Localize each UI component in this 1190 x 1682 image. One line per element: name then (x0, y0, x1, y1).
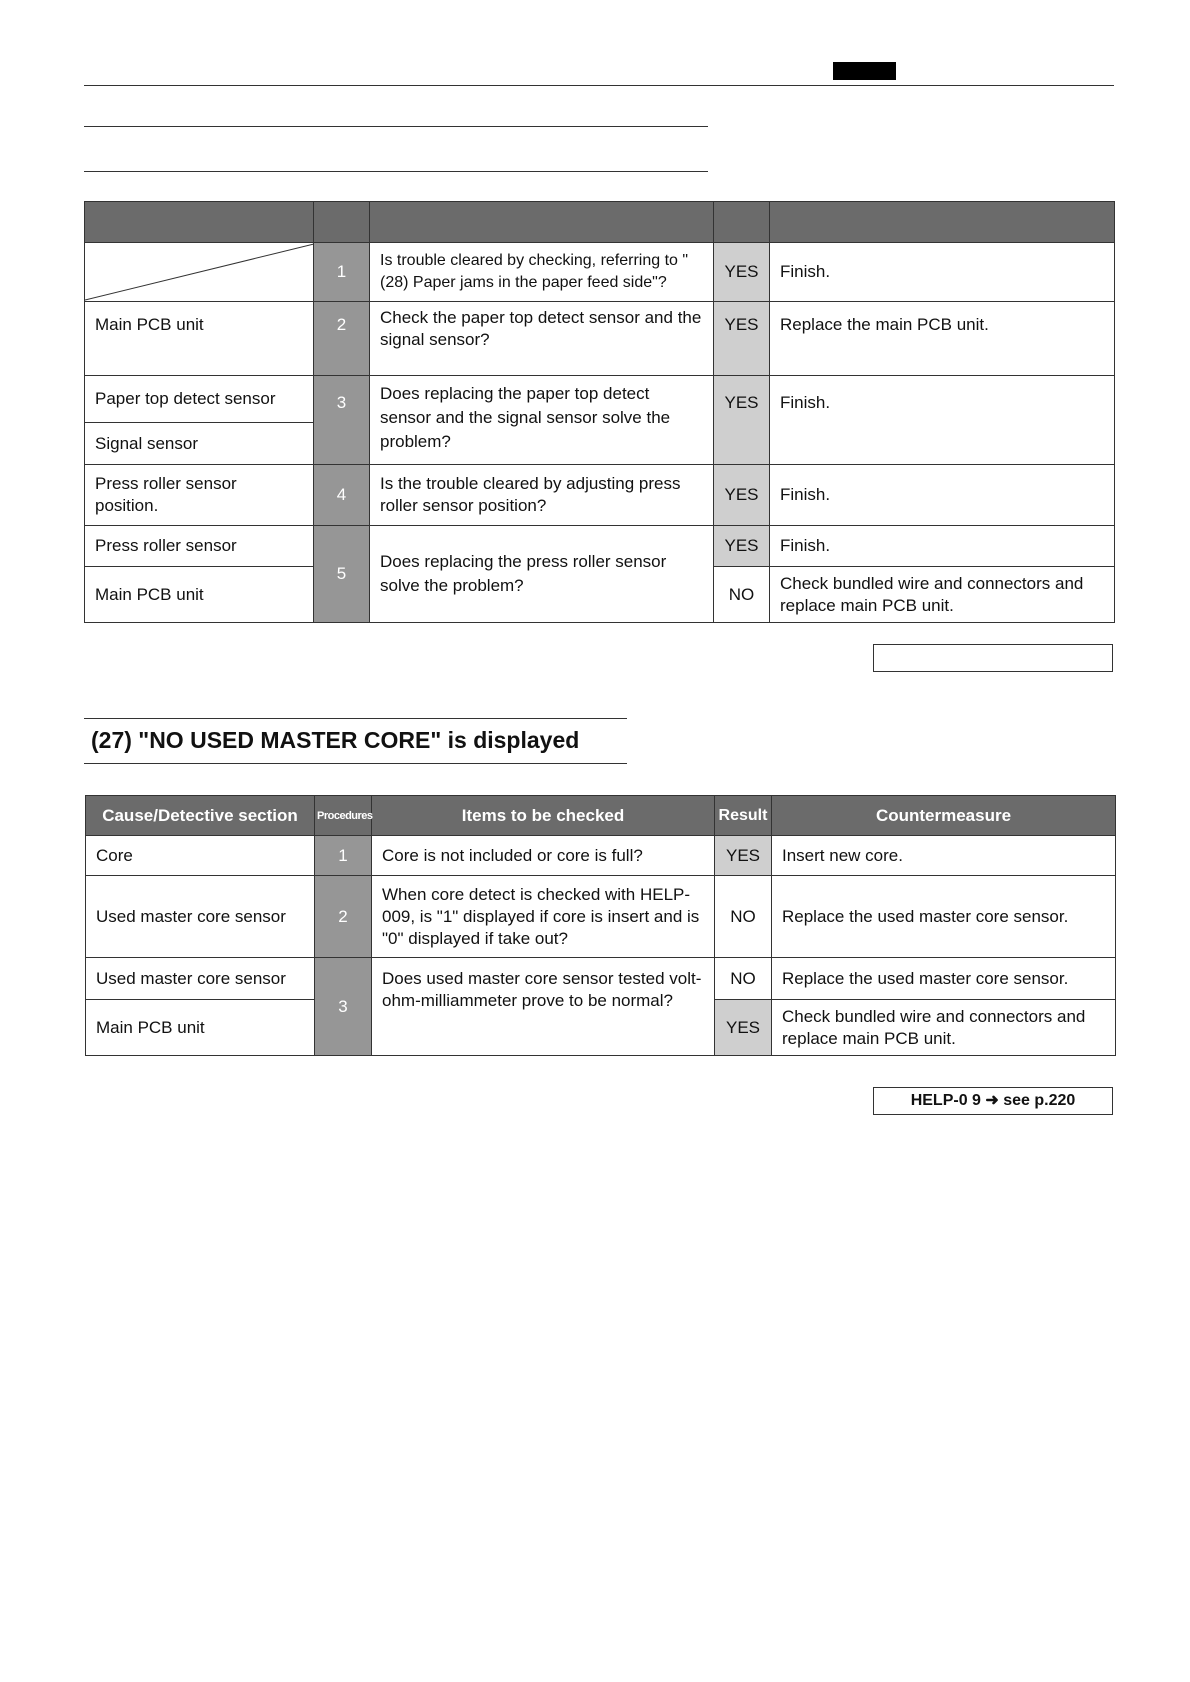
check-item: Check the paper top detect sensor and the signal sensor? (370, 302, 714, 376)
table-row (85, 465, 1115, 526)
cause-cell: Main PCB unit (86, 1000, 315, 1056)
procedure-number: 3 (315, 958, 372, 1056)
cause-cell: Main PCB unit (85, 302, 314, 376)
countermeasure: Finish. (770, 526, 1115, 567)
table-header-row (85, 202, 1115, 243)
procedure-number: 3 (314, 376, 370, 465)
result-cell: YES (714, 465, 770, 526)
header-proc (314, 202, 370, 243)
countermeasure: Finish. (770, 376, 1115, 465)
table-row (85, 376, 1115, 423)
countermeasure: Replace the used master core sensor. (772, 958, 1116, 1000)
check-item: Core is not included or core is full? (372, 836, 715, 876)
result-cell: YES (714, 376, 770, 465)
header-result (714, 202, 770, 243)
diagonal-line (85, 243, 314, 301)
countermeasure: Check bundled wire and connectors and replace main PCB unit. (772, 1000, 1116, 1056)
result-cell: YES (714, 302, 770, 376)
procedure-number: 2 (315, 876, 372, 958)
result-cell: YES (714, 243, 770, 302)
procedure-number: 2 (314, 302, 370, 376)
table-row (85, 302, 1115, 376)
help-reference-box: HELP-0 9 ➜ see p.220 (873, 1087, 1113, 1115)
header-proc: Procedures (315, 796, 372, 836)
header-result: Result (715, 796, 772, 836)
section-heading-rule-top (84, 718, 627, 719)
procedure-number: 1 (315, 836, 372, 876)
diagonal-empty-cell (85, 243, 314, 302)
troubleshooting-table-26 (84, 201, 1115, 623)
check-item: Does replacing the press roller sensor solve the problem? (370, 526, 714, 623)
check-item: Is trouble cleared by checking, referring to "(28) Paper jams in the paper feed side"? (370, 243, 714, 302)
result-cell: NO (715, 958, 772, 1000)
countermeasure: Finish. (770, 243, 1115, 302)
cause-cell: Press roller sensor (85, 526, 314, 567)
cause-cell: Used master core sensor (86, 958, 315, 1000)
header-measure: Countermeasure (772, 796, 1116, 836)
table-row (85, 526, 1115, 567)
page-tab-marker (833, 62, 896, 80)
check-item: Does used master core sensor tested volt-ohm-milliammeter prove to be normal? (372, 958, 715, 1056)
cause-cell: Paper top detect sensor (85, 376, 314, 423)
cause-cell: Press roller sensor position. (85, 465, 314, 526)
header-measure (770, 202, 1115, 243)
result-cell: NO (715, 876, 772, 958)
procedure-number: 4 (314, 465, 370, 526)
procedure-number: 5 (314, 526, 370, 623)
result-cell: YES (715, 836, 772, 876)
header-check (370, 202, 714, 243)
heading-rule-upper (84, 126, 708, 127)
cause-cell: Core (86, 836, 315, 876)
header-check: Items to be checked (372, 796, 715, 836)
procedure-number: 1 (314, 243, 370, 302)
check-item: Is the trouble cleared by adjusting press roller sensor position? (370, 465, 714, 526)
cause-cell: Used master core sensor (86, 876, 315, 958)
section-heading-rule-bottom (84, 763, 627, 764)
cause-cell: Main PCB unit (85, 567, 314, 623)
table-row (86, 836, 1116, 876)
table-row (86, 958, 1116, 1000)
countermeasure: Replace the used master core sensor. (772, 876, 1116, 958)
troubleshooting-table-27 (85, 795, 1116, 1056)
section-heading: (27) "NO USED MASTER CORE" is displayed (91, 727, 580, 753)
result-cell: YES (714, 526, 770, 567)
header-cause (85, 202, 314, 243)
cause-cell: Signal sensor (85, 423, 314, 465)
countermeasure: Finish. (770, 465, 1115, 526)
check-item: Does replacing the paper top detect sensor and the signal sensor solve the problem? (370, 376, 714, 465)
header-rule (84, 85, 1114, 86)
countermeasure: Insert new core. (772, 836, 1116, 876)
reference-box-empty (873, 644, 1113, 672)
result-cell: YES (715, 1000, 772, 1056)
header-cause: Cause/Detective section (86, 796, 315, 836)
table-header-row (86, 796, 1116, 836)
result-cell: NO (714, 567, 770, 623)
table-row (85, 243, 1115, 302)
heading-rule-lower (84, 171, 708, 172)
table-row (86, 876, 1116, 958)
countermeasure: Check bundled wire and connectors and replace main PCB unit. (770, 567, 1115, 623)
check-item: When core detect is checked with HELP-009, is "1" displayed if core is insert and is "0" displayed if take out? (372, 876, 715, 958)
countermeasure: Replace the main PCB unit. (770, 302, 1115, 376)
